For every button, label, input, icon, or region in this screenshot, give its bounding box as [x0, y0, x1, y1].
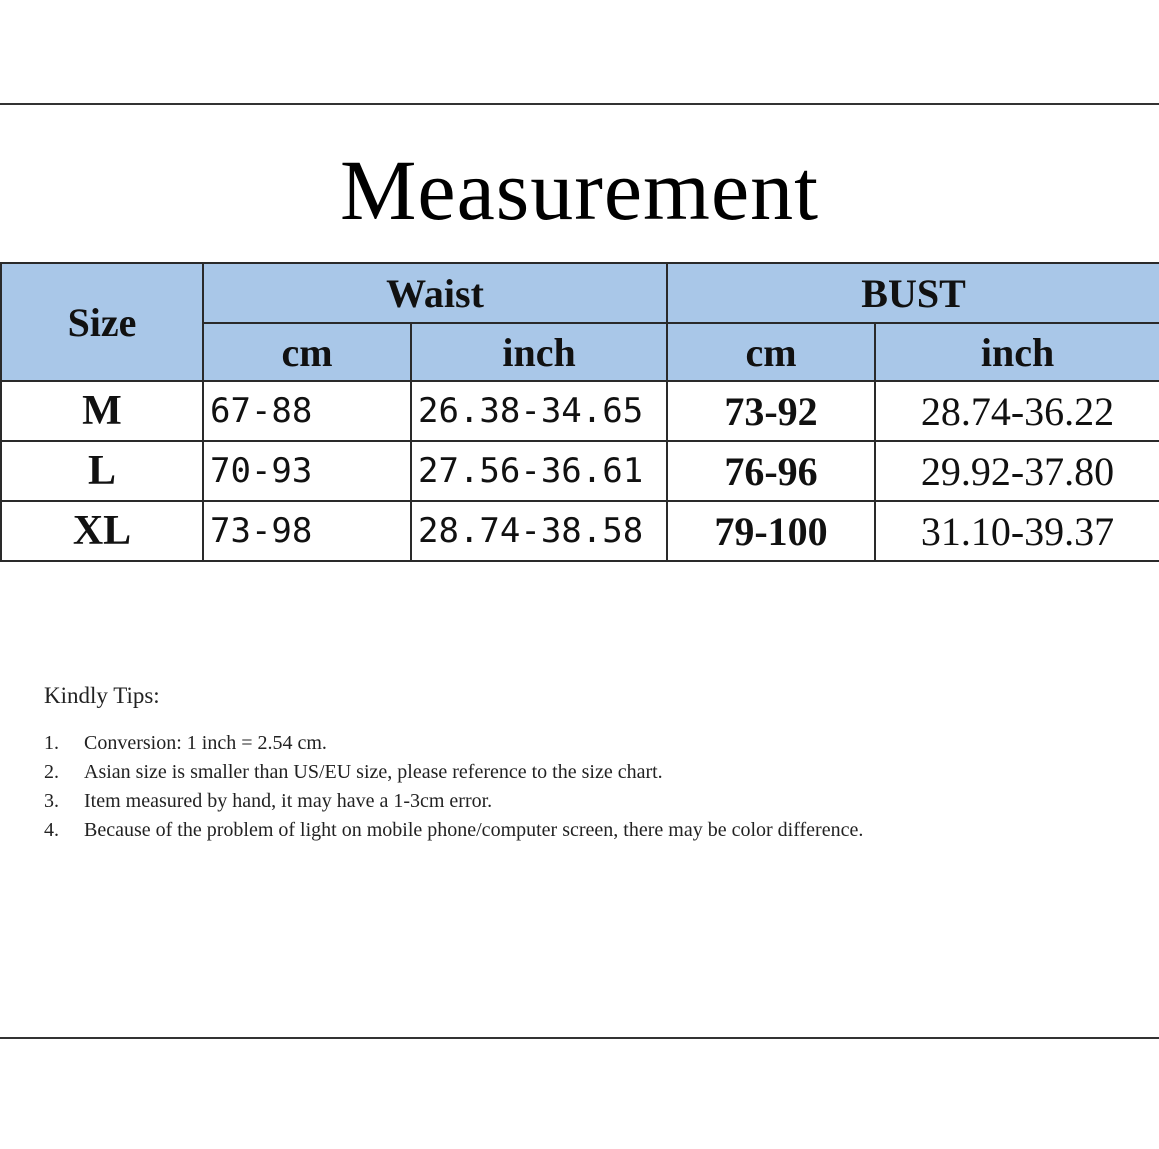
bust-cm-header: cm [667, 323, 875, 381]
tips-list [44, 729, 1044, 845]
table-row [1, 381, 1159, 441]
list-item [44, 816, 1044, 845]
size-cell: M [1, 381, 203, 441]
list-item [44, 787, 1044, 816]
list-item [44, 758, 1044, 787]
kindly-tips [44, 683, 1044, 845]
waist-inch-cell: 26.38-34.65 [411, 381, 667, 441]
size-table [0, 262, 1159, 562]
waist-cm-cell: 73-98 [203, 501, 411, 561]
tip-number: 1. [44, 732, 59, 754]
tip-text: Conversion: 1 inch = 2.54 cm. [84, 732, 327, 754]
bust-header: BUST [667, 263, 1159, 323]
size-cell: L [1, 441, 203, 501]
list-item [44, 729, 1044, 758]
size-cell: XL [1, 501, 203, 561]
bust-inch-cell: 29.92-37.80 [875, 441, 1159, 501]
bust-inch-cell: 28.74-36.22 [875, 381, 1159, 441]
bust-inch-header: inch [875, 323, 1159, 381]
waist-cm-cell: 70-93 [203, 441, 411, 501]
tip-number: 3. [44, 790, 59, 812]
waist-header: Waist [203, 263, 667, 323]
page-title: Measurement [339, 142, 820, 238]
bust-cm-cell: 76-96 [667, 441, 875, 501]
size-header: Size [1, 263, 203, 381]
table-row [1, 441, 1159, 501]
waist-cm-header: cm [203, 323, 411, 381]
bust-cm-cell: 79-100 [667, 501, 875, 561]
tip-text: Asian size is smaller than US/EU size, please reference to the size chart. [84, 761, 663, 783]
tip-text: Item measured by hand, it may have a 1-3cm error. [84, 790, 493, 812]
bust-cm-cell: 73-92 [667, 381, 875, 441]
bust-inch-cell: 31.10-39.37 [875, 501, 1159, 561]
waist-inch-header: inch [411, 323, 667, 381]
waist-inch-cell: 27.56-36.61 [411, 441, 667, 501]
size-chart-frame [0, 103, 1159, 1039]
table-row [1, 501, 1159, 561]
tips-heading: Kindly Tips: [44, 683, 160, 708]
tip-number: 4. [44, 819, 59, 841]
tip-number: 2. [44, 761, 59, 783]
tip-text: Because of the problem of light on mobile phone/computer screen, there may be color difference. [84, 819, 864, 841]
waist-cm-cell: 67-88 [203, 381, 411, 441]
waist-inch-cell: 28.74-38.58 [411, 501, 667, 561]
